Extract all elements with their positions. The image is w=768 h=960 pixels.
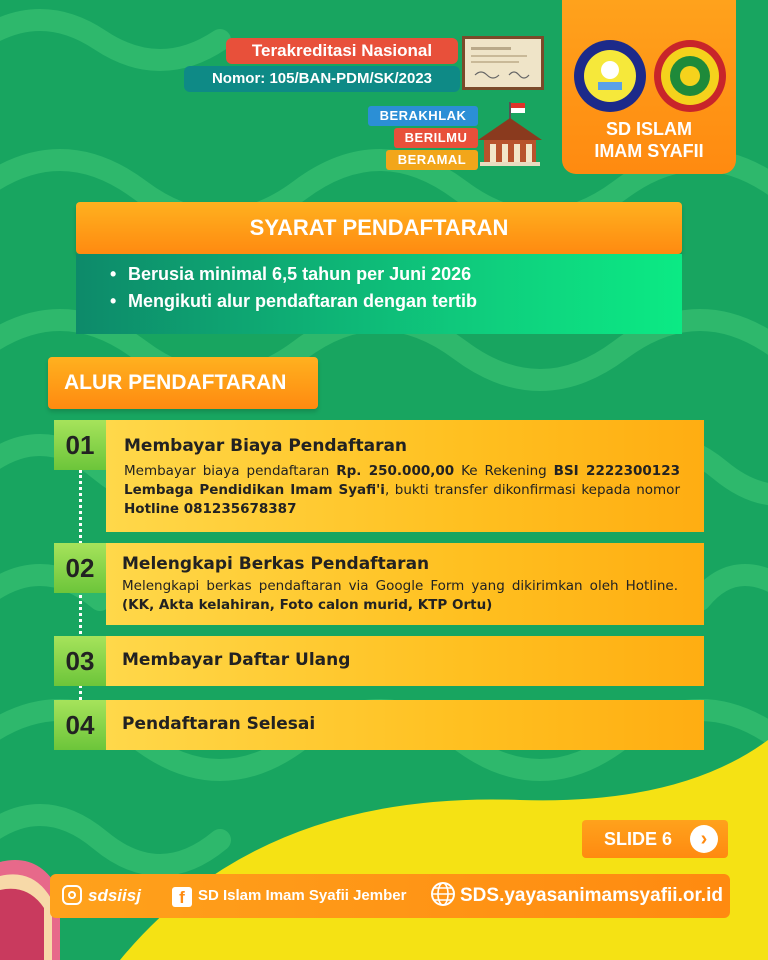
step-description: Melengkapi berkas pendaftaran via Google Form yang dikirimkan oleh Hotline. (KK, Akta kelahiran, Foto calon murid, KTP Ortu) [122, 578, 678, 613]
requirement-item: • Berusia minimal 6,5 tahun per Juni 2026 [110, 264, 682, 285]
requirements-list [76, 254, 682, 334]
next-slide-button[interactable] [582, 820, 728, 858]
step-title: Membayar Biaya Pendaftaran [124, 436, 408, 456]
step-card-3 [106, 636, 704, 686]
registration-flow-heading: ALUR PENDAFTARAN [48, 357, 318, 409]
globe-icon [430, 881, 456, 907]
step-number: 02 [54, 543, 106, 593]
step-title: Melengkapi Berkas Pendaftaran [122, 554, 430, 574]
step-description: Membayar biaya pendaftaran Rp. 250.000,00 Ke Rekening BSI 2222300123 Lembaga Pendidikan Imam Syafi'i, bukti transfer dikonfirmasi kepada nomor Hotline 081235678387 [124, 463, 680, 517]
step-card-4 [106, 700, 704, 750]
step-card-2 [106, 543, 704, 625]
chevron-right-icon: › [690, 825, 718, 853]
school-identity-box [562, 0, 736, 174]
motto-berilmu: BERILMU [394, 128, 478, 148]
slide-label: SLIDE 6 [604, 829, 673, 849]
school-building-icon [476, 100, 544, 168]
accreditation-title: Terakreditasi Nasional [226, 38, 458, 64]
step-title: Membayar Daftar Ulang [122, 650, 351, 670]
instagram-link[interactable]: sdsiisj [62, 874, 141, 918]
step-title: Pendaftaran Selesai [122, 714, 316, 734]
certificate-icon [462, 36, 544, 90]
motto-berakhlak: BERAKHLAK [368, 106, 478, 126]
step-number: 01 [54, 420, 106, 470]
requirements-heading: SYARAT PENDAFTARAN [76, 202, 682, 254]
school-logo-icon [574, 40, 646, 112]
facebook-icon: f [172, 887, 192, 907]
foundation-logo-icon [654, 40, 726, 112]
motto-beramal: BERAMAL [386, 150, 478, 170]
step-number: 04 [54, 700, 106, 750]
facebook-link[interactable]: f SD Islam Imam Syafii Jember [172, 874, 406, 918]
instagram-icon [62, 885, 82, 905]
step-number: 03 [54, 636, 106, 686]
school-name: SD ISLAM IMAM SYAFII [594, 119, 704, 161]
requirement-item: • Mengikuti alur pendaftaran dengan tertib [110, 291, 682, 312]
step-card-1 [106, 420, 704, 532]
footer-contact-bar [50, 874, 730, 918]
website-link[interactable]: SDS.yayasanimamsyafii.or.id [430, 874, 723, 918]
accreditation-number: Nomor: 105/BAN-PDM/SK/2023 [184, 66, 460, 92]
